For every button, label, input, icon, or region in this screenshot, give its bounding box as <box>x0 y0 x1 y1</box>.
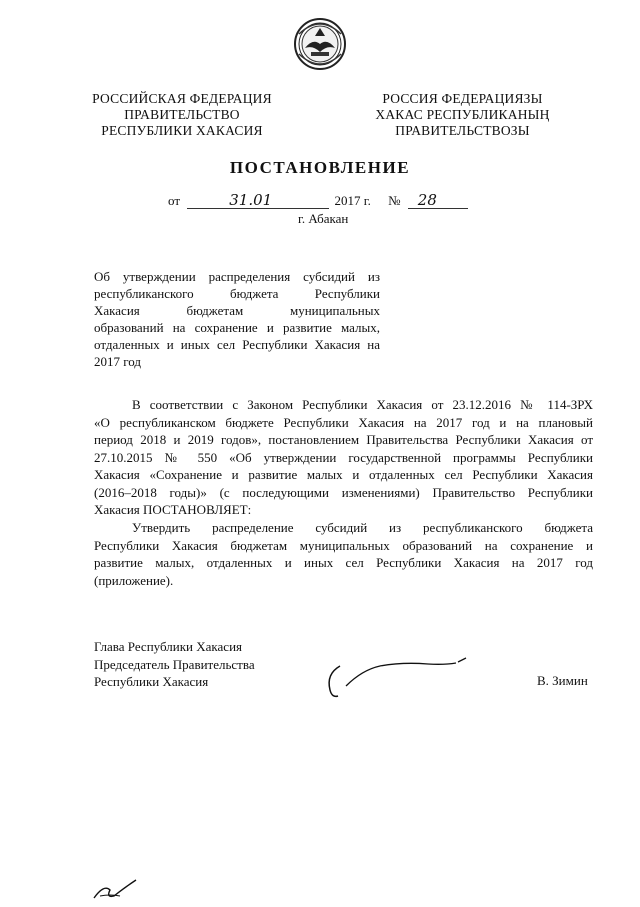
paragraph-line: Хакасия ПОСТАНОВЛЯЕТ: <box>94 502 252 517</box>
paragraph-1 <box>94 396 593 519</box>
signatory-name: В. Зимин <box>537 673 588 688</box>
paragraph-line: Утвердить распределение субсидий из республиканского бюджета <box>132 520 593 535</box>
subject-block <box>94 268 380 370</box>
paragraph-line: В соответствии с Законом Республики Хакасия от 23.12.2016 № 114-ЗРХ <box>132 397 593 412</box>
header-right-line: ПРАВИТЕЛЬСТВОЗЫ <box>395 123 530 138</box>
signatory-line: Республики Хакасия <box>94 674 209 689</box>
subject-line: Об утверждении распределения субсидий из <box>94 269 380 284</box>
paragraph-line: 27.10.2015 № 550 «Об утверждении государственной программы Республики <box>94 449 593 465</box>
subject-line: 2017 год <box>94 354 141 369</box>
number-handwritten: 28 <box>417 191 437 209</box>
paragraph-line: «О республиканском бюджете Республики Хакасия на 2017 год и на плановый <box>94 414 593 430</box>
header-right-line: ХАКАС РЕСПУБЛИКАНЫҢ <box>375 107 550 122</box>
paragraph-line: (приложение). <box>94 572 174 588</box>
header-left-line: РОССИЙСКАЯ ФЕДЕРАЦИЯ <box>92 91 272 106</box>
number-prefix: № <box>388 193 401 208</box>
header-left-line: ПРАВИТЕЛЬСТВО <box>124 107 240 122</box>
header-left <box>92 91 272 139</box>
emblem-icon <box>293 14 347 74</box>
coat-of-arms-emblem <box>293 14 347 74</box>
paragraph-line: развитие малых, отдаленных и иных сел Республики Хакасия на 2017 год <box>94 555 593 570</box>
subject-line: Хакасия бюджетам муниципальных <box>94 303 380 318</box>
header-right-line: РОССИЯ ФЕДЕРАЦИЯЗЫ <box>382 91 543 106</box>
paragraph-line: Хакасия «Сохранение и развитие малых и отдаленных сел Республики Хакасия <box>94 467 593 482</box>
signatory-title <box>94 638 255 691</box>
year-text: 2017 г. <box>334 193 371 208</box>
document-title: ПОСТАНОВЛЕНИЕ <box>229 158 411 177</box>
header-right <box>370 91 555 139</box>
date-line <box>168 193 468 209</box>
signature <box>318 652 478 704</box>
paragraph-line: Республики Хакасия бюджетам муниципальных образований на сохранение и <box>94 537 593 553</box>
date-field <box>187 191 329 209</box>
signatory-line: Глава Республики Хакасия <box>94 639 243 654</box>
subject-line: отдаленных и иных сел Республики Хакасия на <box>94 337 380 352</box>
paragraph-line: (2016–2018 годы)» (с последующими изменениями) Правительство Республики <box>94 484 593 500</box>
header-left-line: РЕСПУБЛИКИ ХАКАСИЯ <box>101 123 263 138</box>
signatory-line: Председатель Правительства <box>94 656 255 672</box>
subject-line: республиканского бюджета Республики <box>94 286 380 301</box>
signature-icon <box>318 652 478 704</box>
number-field <box>408 191 468 209</box>
initials-icon <box>90 876 142 902</box>
paragraph-2 <box>94 519 593 589</box>
paragraph-line: период 2018 и 2019 годов», постановлением Правительства Республики Хакасия от <box>94 432 593 447</box>
city: г. Абакан <box>298 211 349 226</box>
initials-mark <box>90 876 142 902</box>
date-prefix: от <box>168 193 181 208</box>
date-handwritten: 31.01 <box>229 191 273 209</box>
subject-line: образований на сохранение и развитие малых, <box>94 320 380 335</box>
